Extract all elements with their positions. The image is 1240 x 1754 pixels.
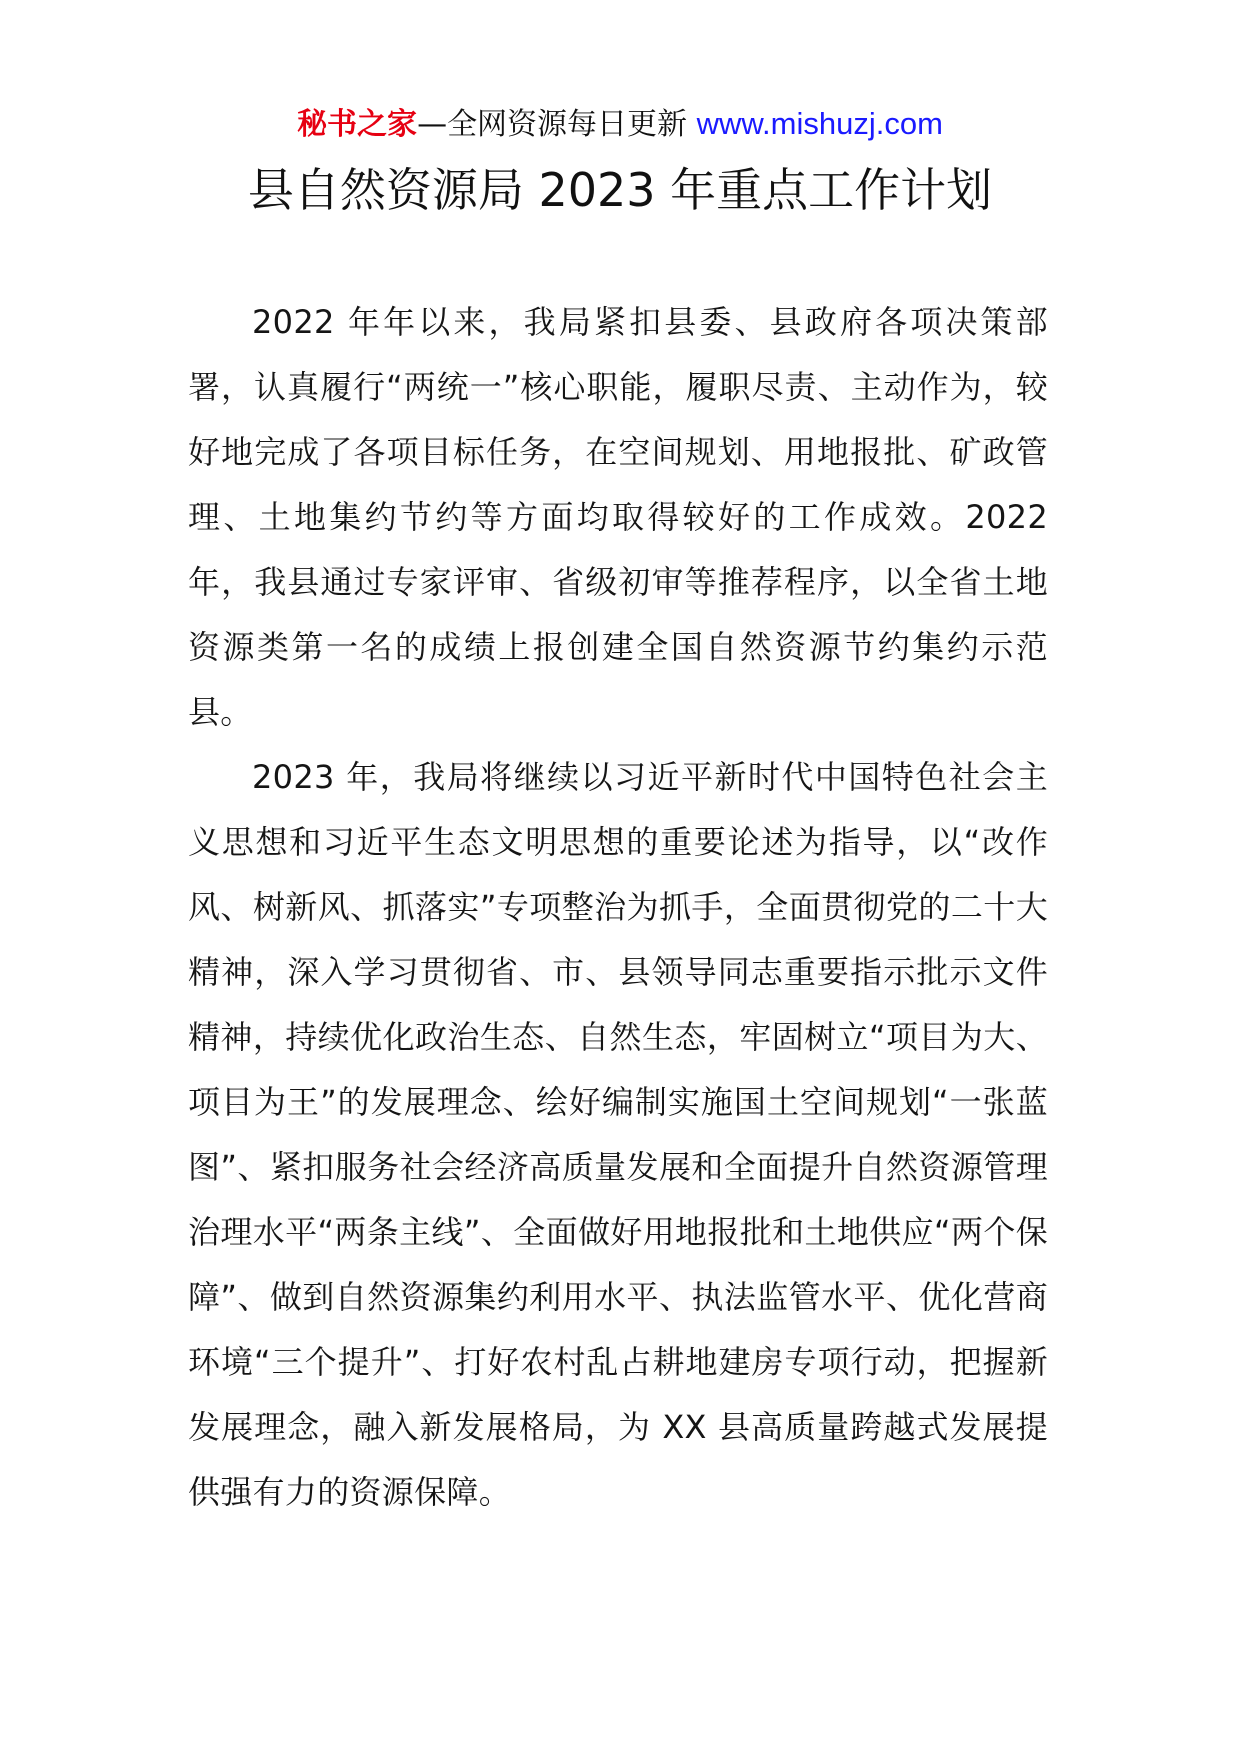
paragraph-2: 2023 年，我局将继续以习近平新时代中国特色社会主义思想和习近平生态文明思想的重要论述为指导，以“改作风、树新风、抓落实”专项整治为抓手，全面贯彻党的二十大精神，深入学习贯彻省、市、县领导同志重要指示批示文件精神，持续优化政治生态、自然生态，牢固树立“项目为大、项目为王”的发展理念、绘好编制实施国土空间规划“一张蓝图”、紧扣服务社会经济高质量发展和全面提升自然资源管理治理水平“两条主线”、全面做好用地报批和土地供应“两个保障”、做到自然资源集约利用水平、执法监管水平、优化营商环境“三个提升”、打好农村乱占耕地建房专项行动，把握新发展理念，融入新发展格局，为 XX 县高质量跨越式发展提供强有力的资源保障。: [188, 758, 1048, 1511]
site-header: [0, 104, 1240, 145]
document-body: [188, 290, 1048, 1525]
site-slogan: —全网资源每日更新: [417, 107, 697, 142]
paragraph-1: 2022 年年以来，我局紧扣县委、县政府各项决策部署，认真履行“两统一”核心职能，履职尽责、主动作为，较好地完成了各项目标任务，在空间规划、用地报批、矿政管理、土地集约节约等方面均取得较好的工作成效。2022 年，我县通过专家评审、省级初审等推荐程序，以全省土地资源类第一名的成绩上报创建全国自然资源节约集约示范县。: [188, 303, 1048, 731]
site-url-link[interactable]: www.mishuzj.com: [696, 106, 943, 141]
document-title: 县自然资源局 2023 年重点工作计划: [247, 163, 993, 217]
site-brand: 秘书之家: [297, 107, 418, 142]
